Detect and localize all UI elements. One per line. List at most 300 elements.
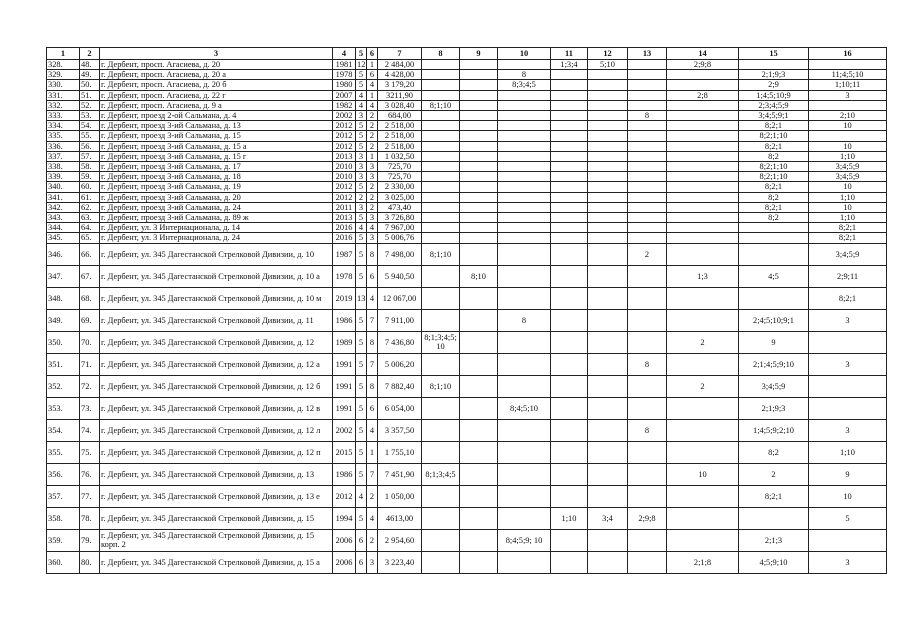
col11-cell [551, 243, 588, 265]
sub-number-cell: 60. [80, 182, 100, 192]
address-cell: г. Дербент, ул. 345 Дагестанской Стрелковой Дивизии, д. 12 а [100, 353, 333, 375]
col12-cell [588, 419, 628, 441]
floors-cell: 5 [356, 441, 367, 463]
col10-cell [498, 243, 551, 265]
col15-cell [739, 243, 809, 265]
col8-cell [422, 111, 460, 121]
table-row [47, 202, 887, 212]
col16-cell: 2;9;11 [809, 265, 887, 287]
floors-cell: 4 [356, 223, 367, 233]
address-cell: г. Дербент, ул. 345 Дагестанской Стрелковой Дивизии, д. 11 [100, 309, 333, 331]
address-cell: г. Дербент, проезд 3-ий Сальмана, д. 19 [100, 182, 333, 192]
address-cell: г. Дербент, проезд 3-ий Сальмана, д. 24 [100, 202, 333, 212]
entrances-cell: 6 [367, 265, 378, 287]
col8-cell [422, 507, 460, 529]
col15-cell: 2;4;5;10;9;1 [739, 309, 809, 331]
col11-cell [551, 111, 588, 121]
col15-cell: 8;2 [739, 213, 809, 223]
table-row [47, 60, 887, 70]
col8-cell [422, 223, 460, 233]
col14-cell [667, 202, 739, 212]
col16-cell [809, 375, 887, 397]
table-row [47, 485, 887, 507]
row-number-cell: 330. [47, 80, 80, 90]
col12-cell [588, 529, 628, 551]
col11-cell [551, 121, 588, 131]
col16-cell: 10 [809, 202, 887, 212]
col14-cell [667, 131, 739, 141]
col12-cell [588, 551, 628, 573]
floors-cell: 5 [356, 80, 367, 90]
col14-cell [667, 485, 739, 507]
entrances-cell: 4 [367, 287, 378, 309]
col16-cell: 8;2;1 [809, 287, 887, 309]
year-cell: 2012 [333, 131, 356, 141]
area-cell: 6 054,00 [378, 397, 422, 419]
address-cell: г. Дербент, ул. 345 Дагестанской Стрелковой Дивизии, д. 13 е [100, 485, 333, 507]
col9-cell [460, 100, 498, 110]
year-cell: 1991 [333, 375, 356, 397]
year-cell: 1986 [333, 463, 356, 485]
col14-cell [667, 243, 739, 265]
sub-number-cell: 73. [80, 397, 100, 419]
col8-cell [422, 551, 460, 573]
col9-cell: 8;10 [460, 265, 498, 287]
row-number-cell: 340. [47, 182, 80, 192]
row-number-cell: 338. [47, 162, 80, 172]
col13-cell [628, 121, 667, 131]
table-row [47, 233, 887, 243]
col15-cell: 4;5;9;10 [739, 551, 809, 573]
sub-number-cell: 76. [80, 463, 100, 485]
floors-cell: 5 [356, 331, 367, 353]
column-header: 16 [809, 48, 887, 60]
entrances-cell: 3 [367, 551, 378, 573]
col16-cell: 5 [809, 507, 887, 529]
sub-number-cell: 50. [80, 80, 100, 90]
floors-cell: 5 [356, 213, 367, 223]
col10-cell [498, 182, 551, 192]
area-cell: 1 755,10 [378, 441, 422, 463]
col8-cell [422, 131, 460, 141]
entrances-cell: 2 [367, 182, 378, 192]
col14-cell [667, 507, 739, 529]
row-number-cell: 355. [47, 441, 80, 463]
floors-cell: 13 [356, 287, 367, 309]
sub-number-cell: 66. [80, 243, 100, 265]
col12-cell [588, 485, 628, 507]
col12-cell [588, 441, 628, 463]
entrances-cell: 1 [367, 60, 378, 70]
col12-cell [588, 213, 628, 223]
sub-number-cell: 75. [80, 441, 100, 463]
col15-cell: 8;2 [739, 441, 809, 463]
col10-cell [498, 441, 551, 463]
sub-number-cell: 67. [80, 265, 100, 287]
col9-cell [460, 331, 498, 353]
row-number-cell: 345. [47, 233, 80, 243]
floors-cell: 3 [356, 172, 367, 182]
table-row [47, 80, 887, 90]
row-number-cell: 329. [47, 70, 80, 80]
row-number-cell: 333. [47, 111, 80, 121]
column-header: 7 [378, 48, 422, 60]
sub-number-cell: 72. [80, 375, 100, 397]
year-cell: 1987 [333, 243, 356, 265]
column-header: 1 [47, 48, 80, 60]
column-header: 6 [367, 48, 378, 60]
row-number-cell: 349. [47, 309, 80, 331]
col10-cell [498, 375, 551, 397]
year-cell: 1982 [333, 100, 356, 110]
col12-cell [588, 202, 628, 212]
col11-cell [551, 485, 588, 507]
col9-cell [460, 80, 498, 90]
column-header: 15 [739, 48, 809, 60]
col10-cell [498, 60, 551, 70]
table-row [47, 131, 887, 141]
col13-cell [628, 441, 667, 463]
floors-cell: 5 [356, 265, 367, 287]
floors-cell: 3 [356, 202, 367, 212]
col15-cell: 2;9 [739, 80, 809, 90]
row-number-cell: 331. [47, 90, 80, 100]
col9-cell [460, 60, 498, 70]
col9-cell [460, 551, 498, 573]
entrances-cell: 2 [367, 529, 378, 551]
address-cell: г. Дербент, ул. 345 Дагестанской Стрелковой Дивизии, д. 12 [100, 331, 333, 353]
col12-cell [588, 172, 628, 182]
col11-cell [551, 90, 588, 100]
year-cell: 2012 [333, 182, 356, 192]
col15-cell: 8;2 [739, 151, 809, 161]
area-cell: 7 451,90 [378, 463, 422, 485]
sub-number-cell: 78. [80, 507, 100, 529]
col16-cell: 1;10;11 [809, 80, 887, 90]
col12-cell [588, 70, 628, 80]
address-cell: г. Дербент, просп. Агасиева, д. 20 б [100, 80, 333, 90]
area-cell: 7 967,00 [378, 223, 422, 233]
col13-cell [628, 172, 667, 182]
col8-cell [422, 353, 460, 375]
col12-cell [588, 287, 628, 309]
area-cell: 3 726,80 [378, 213, 422, 223]
row-number-cell: 344. [47, 223, 80, 233]
area-cell: 7 882,40 [378, 375, 422, 397]
floors-cell: 2 [356, 192, 367, 202]
col8-cell: 8;1;10 [422, 243, 460, 265]
col16-cell: 10 [809, 182, 887, 192]
col13-cell [628, 485, 667, 507]
floors-cell: 6 [356, 529, 367, 551]
table-row [47, 463, 887, 485]
col9-cell [460, 90, 498, 100]
year-cell: 1981 [333, 60, 356, 70]
col13-cell [628, 309, 667, 331]
table-row [47, 162, 887, 172]
sub-number-cell: 80. [80, 551, 100, 573]
entrances-cell: 2 [367, 192, 378, 202]
area-cell: 3 028,40 [378, 100, 422, 110]
col9-cell [460, 202, 498, 212]
col16-cell: 1;10 [809, 151, 887, 161]
address-cell: г. Дербент, ул. 345 Дагестанской Стрелковой Дивизии, д. 15 а [100, 551, 333, 573]
col10-cell [498, 131, 551, 141]
year-cell: 2002 [333, 419, 356, 441]
area-cell: 725,70 [378, 162, 422, 172]
address-cell: г. Дербент, просп. Агасиева, д. 20 а [100, 70, 333, 80]
col12-cell [588, 182, 628, 192]
year-cell: 2006 [333, 551, 356, 573]
col8-cell [422, 172, 460, 182]
row-number-cell: 341. [47, 192, 80, 202]
col9-cell [460, 529, 498, 551]
col9-cell [460, 182, 498, 192]
col16-cell [809, 131, 887, 141]
column-header: 4 [333, 48, 356, 60]
col13-cell [628, 141, 667, 151]
col12-cell [588, 309, 628, 331]
col10-cell: 8 [498, 70, 551, 80]
area-cell: 4613,00 [378, 507, 422, 529]
row-number-cell: 337. [47, 151, 80, 161]
col14-cell [667, 529, 739, 551]
sub-number-cell: 74. [80, 419, 100, 441]
table-row [47, 419, 887, 441]
row-number-cell: 332. [47, 100, 80, 110]
address-cell: г. Дербент, проезд 3-ий Сальмана, д. 13 [100, 121, 333, 131]
col10-cell [498, 90, 551, 100]
col15-cell: 3;4;5;9;1 [739, 111, 809, 121]
year-cell: 2012 [333, 121, 356, 131]
address-cell: г. Дербент, ул. 345 Дагестанской Стрелковой Дивизии, д. 10 м [100, 287, 333, 309]
col8-cell [422, 60, 460, 70]
col9-cell [460, 192, 498, 202]
entrances-cell: 2 [367, 131, 378, 141]
column-header: 13 [628, 48, 667, 60]
address-cell: г. Дербент, проезд 3-ий Сальмана, д. 17 [100, 162, 333, 172]
col14-cell [667, 100, 739, 110]
col16-cell [809, 529, 887, 551]
address-cell: г. Дербент, проезд 3-ий Сальмана, д. 18 [100, 172, 333, 182]
col13-cell [628, 265, 667, 287]
col12-cell [588, 375, 628, 397]
row-number-cell: 346. [47, 243, 80, 265]
floors-cell: 5 [356, 507, 367, 529]
col14-cell [667, 353, 739, 375]
col11-cell [551, 353, 588, 375]
area-cell: 12 067,00 [378, 287, 422, 309]
col10-cell [498, 287, 551, 309]
col13-cell [628, 551, 667, 573]
col13-cell: 2;9;8 [628, 507, 667, 529]
col14-cell [667, 151, 739, 161]
entrances-cell: 2 [367, 485, 378, 507]
col9-cell [460, 309, 498, 331]
table-body [47, 60, 887, 574]
col15-cell: 4;5 [739, 265, 809, 287]
col11-cell [551, 309, 588, 331]
col16-cell: 10 [809, 121, 887, 131]
row-number-cell: 352. [47, 375, 80, 397]
column-header: 3 [100, 48, 333, 60]
col10-cell [498, 223, 551, 233]
col9-cell [460, 243, 498, 265]
col12-cell [588, 192, 628, 202]
col9-cell [460, 213, 498, 223]
sub-number-cell: 55. [80, 131, 100, 141]
col8-cell [422, 529, 460, 551]
area-cell: 3 357,50 [378, 419, 422, 441]
year-cell: 1978 [333, 70, 356, 80]
col15-cell: 2;1;9;3 [739, 70, 809, 80]
col10-cell [498, 111, 551, 121]
area-cell: 3211,90 [378, 90, 422, 100]
column-header: 9 [460, 48, 498, 60]
row-number-cell: 357. [47, 485, 80, 507]
row-number-cell: 334. [47, 121, 80, 131]
area-cell: 5 940,50 [378, 265, 422, 287]
col16-cell: 3 [809, 90, 887, 100]
col8-cell [422, 419, 460, 441]
floors-cell: 5 [356, 397, 367, 419]
col8-cell [422, 213, 460, 223]
col13-cell: 2 [628, 243, 667, 265]
column-header: 10 [498, 48, 551, 60]
address-cell: г. Дербент, проезд 3-ий Сальмана, д. 15 а [100, 141, 333, 151]
col10-cell [498, 213, 551, 223]
year-cell: 1978 [333, 265, 356, 287]
col8-cell: 8;1;3;4;5; 10 [422, 331, 460, 353]
entrances-cell: 2 [367, 121, 378, 131]
area-cell: 3 025,00 [378, 192, 422, 202]
col12-cell [588, 80, 628, 90]
col8-cell [422, 202, 460, 212]
col16-cell: 1;10 [809, 441, 887, 463]
col16-cell: 2;10 [809, 111, 887, 121]
col12-cell [588, 121, 628, 131]
col10-cell [498, 233, 551, 243]
col13-cell [628, 397, 667, 419]
col11-cell [551, 213, 588, 223]
entrances-cell: 4 [367, 100, 378, 110]
col8-cell [422, 90, 460, 100]
table-row [47, 353, 887, 375]
col11-cell [551, 375, 588, 397]
col13-cell [628, 131, 667, 141]
table-row [47, 507, 887, 529]
column-header: 11 [551, 48, 588, 60]
col9-cell [460, 172, 498, 182]
address-cell: г. Дербент, ул. 345 Дагестанской Стрелковой Дивизии, д. 15 корп. 2 [100, 529, 333, 551]
area-cell: 2 484,00 [378, 60, 422, 70]
col8-cell [422, 192, 460, 202]
row-number-cell: 356. [47, 463, 80, 485]
year-cell: 1991 [333, 353, 356, 375]
col14-cell [667, 121, 739, 131]
col14-cell [667, 70, 739, 80]
table-row [47, 100, 887, 110]
sub-number-cell: 52. [80, 100, 100, 110]
floors-cell: 4 [356, 100, 367, 110]
year-cell: 2002 [333, 111, 356, 121]
col15-cell: 2;1;3 [739, 529, 809, 551]
col16-cell [809, 60, 887, 70]
col10-cell [498, 551, 551, 573]
address-cell: г. Дербент, ул. 345 Дагестанской Стрелковой Дивизии, д. 10 [100, 243, 333, 265]
col10-cell [498, 121, 551, 131]
col13-cell [628, 100, 667, 110]
col16-cell [809, 100, 887, 110]
entrances-cell: 2 [367, 111, 378, 121]
col12-cell [588, 233, 628, 243]
area-cell: 725,70 [378, 172, 422, 182]
area-cell: 473,40 [378, 202, 422, 212]
col9-cell [460, 233, 498, 243]
col10-cell [498, 331, 551, 353]
row-number-cell: 351. [47, 353, 80, 375]
col13-cell [628, 162, 667, 172]
address-cell: г. Дербент, просп. Агасиева, д. 20 [100, 60, 333, 70]
col14-cell [667, 172, 739, 182]
col16-cell: 3 [809, 309, 887, 331]
data-table [46, 47, 887, 574]
col13-cell: 8 [628, 353, 667, 375]
col11-cell [551, 202, 588, 212]
address-cell: г. Дербент, проезд 3-ий Сальмана, д. 89 ж [100, 213, 333, 223]
floors-cell: 5 [356, 243, 367, 265]
col14-cell [667, 223, 739, 233]
year-cell: 2013 [333, 213, 356, 223]
col8-cell [422, 441, 460, 463]
col10-cell [498, 162, 551, 172]
area-cell: 7 436,80 [378, 331, 422, 353]
col9-cell [460, 162, 498, 172]
floors-cell: 6 [356, 551, 367, 573]
entrances-cell: 7 [367, 463, 378, 485]
col9-cell [460, 485, 498, 507]
row-number-cell: 339. [47, 172, 80, 182]
col11-cell [551, 70, 588, 80]
col8-cell [422, 233, 460, 243]
col8-cell [422, 121, 460, 131]
col10-cell [498, 463, 551, 485]
year-cell: 2019 [333, 287, 356, 309]
col13-cell [628, 202, 667, 212]
col11-cell [551, 441, 588, 463]
table-row [47, 151, 887, 161]
col10-cell: 8;3;4;5 [498, 80, 551, 90]
col9-cell [460, 441, 498, 463]
col9-cell [460, 223, 498, 233]
col14-cell: 10 [667, 463, 739, 485]
col11-cell [551, 100, 588, 110]
area-cell: 5 006,20 [378, 353, 422, 375]
entrances-cell: 8 [367, 375, 378, 397]
row-number-cell: 354. [47, 419, 80, 441]
col13-cell: 8 [628, 111, 667, 121]
col9-cell [460, 141, 498, 151]
table-row [47, 182, 887, 192]
address-cell: г. Дербент, ул. 345 Дагестанской Стрелковой Дивизии, д. 12 б [100, 375, 333, 397]
entrances-cell: 6 [367, 70, 378, 80]
entrances-cell: 4 [367, 419, 378, 441]
entrances-cell: 3 [367, 172, 378, 182]
floors-cell: 5 [356, 182, 367, 192]
address-cell: г. Дербент, ул. 345 Дагестанской Стрелковой Дивизии, д. 15 [100, 507, 333, 529]
floors-cell: 5 [356, 353, 367, 375]
col12-cell [588, 331, 628, 353]
